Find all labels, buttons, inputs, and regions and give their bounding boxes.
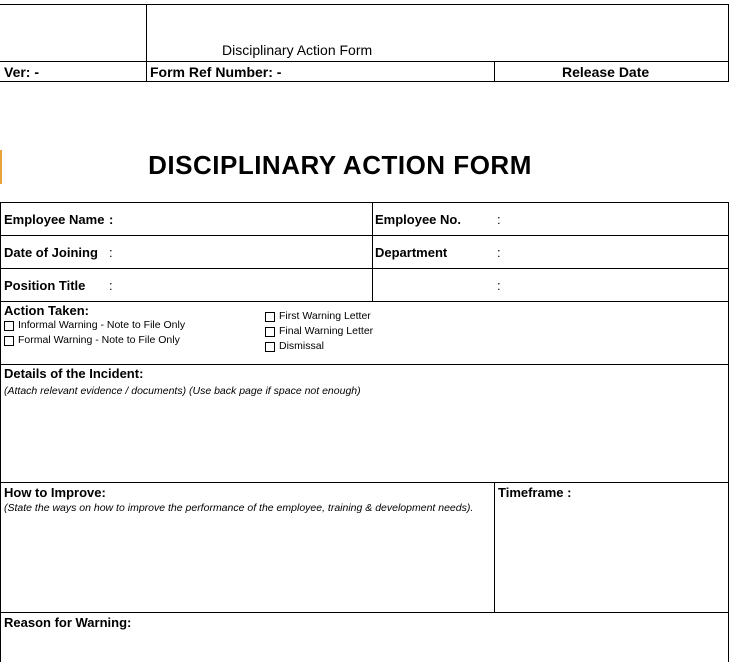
header-form-title: Disciplinary Action Form: [222, 42, 373, 58]
employee-name-colon: :: [109, 212, 114, 227]
improve-bottom-border: [0, 612, 729, 613]
timeframe-divider: [494, 482, 495, 612]
incident-note: (Attach relevant evidence / documents) (Use back page if space not enough): [4, 385, 361, 397]
version-label: Ver: -: [4, 64, 40, 80]
date-of-joining-colon: :: [109, 245, 113, 260]
position-title-label: Position Title: [4, 278, 86, 293]
employee-name-field[interactable]: [118, 205, 368, 233]
formal-warning-checkbox[interactable]: [4, 336, 14, 346]
grid-border: [0, 202, 729, 203]
first-warning-label: First Warning Letter: [279, 310, 371, 322]
grid-divider: [372, 202, 373, 301]
employee-name-label: Employee Name: [4, 212, 105, 227]
reason-label: Reason for Warning:: [4, 615, 132, 630]
improve-text-area[interactable]: [4, 518, 490, 608]
department-label: Department: [375, 245, 448, 260]
date-of-joining-label: Date of Joining: [4, 245, 98, 260]
employee-no-colon: :: [497, 212, 501, 227]
improve-note: (State the ways on how to improve the performance of the employee, training & development needs).: [4, 502, 474, 514]
incident-bottom-border: [0, 482, 729, 483]
position-title-field[interactable]: [118, 271, 368, 299]
incident-text-area[interactable]: [4, 400, 724, 478]
employee-no-label: Employee No.: [375, 212, 461, 227]
grid-border: [0, 235, 729, 236]
grid-border: [0, 268, 729, 269]
dismissal-checkbox[interactable]: [265, 342, 275, 352]
header-release-divider: [494, 61, 495, 82]
release-date-label: Release Date: [562, 64, 650, 80]
final-warning-checkbox[interactable]: [265, 327, 275, 337]
dismissal-label: Dismissal: [279, 340, 324, 352]
date-of-joining-field[interactable]: [118, 238, 368, 266]
informal-warning-checkbox[interactable]: [4, 321, 14, 331]
action-bottom-border: [0, 364, 729, 365]
header-mid-border: [0, 61, 729, 62]
blank-field[interactable]: [506, 271, 724, 299]
header-top-border: [0, 4, 729, 5]
action-taken-label: Action Taken:: [4, 303, 89, 318]
grid-border: [0, 301, 729, 302]
department-colon: :: [497, 245, 501, 260]
employee-no-field[interactable]: [506, 205, 724, 233]
department-field[interactable]: [506, 238, 724, 266]
improve-label: How to Improve:: [4, 485, 106, 500]
page-title: DISCIPLINARY ACTION FORM: [148, 150, 532, 180]
informal-warning-label: Informal Warning - Note to File Only: [18, 319, 186, 331]
form-ref-label: Form Ref Number: -: [150, 64, 282, 80]
timeframe-text-area[interactable]: [498, 502, 724, 608]
reason-text-area[interactable]: [4, 632, 724, 660]
right-border: [728, 202, 729, 662]
position-title-colon: :: [109, 278, 113, 293]
final-warning-label: Final Warning Letter: [279, 325, 374, 337]
header-right-border: [728, 4, 729, 82]
blank-colon: :: [497, 278, 501, 293]
left-border: [0, 202, 1, 662]
header-divider: [146, 4, 147, 82]
timeframe-label: Timeframe :: [498, 485, 572, 500]
header-bottom-border: [0, 81, 729, 82]
formal-warning-label: Formal Warning - Note to File Only: [18, 334, 180, 346]
incident-label: Details of the Incident:: [4, 366, 144, 381]
first-warning-checkbox[interactable]: [265, 312, 275, 322]
